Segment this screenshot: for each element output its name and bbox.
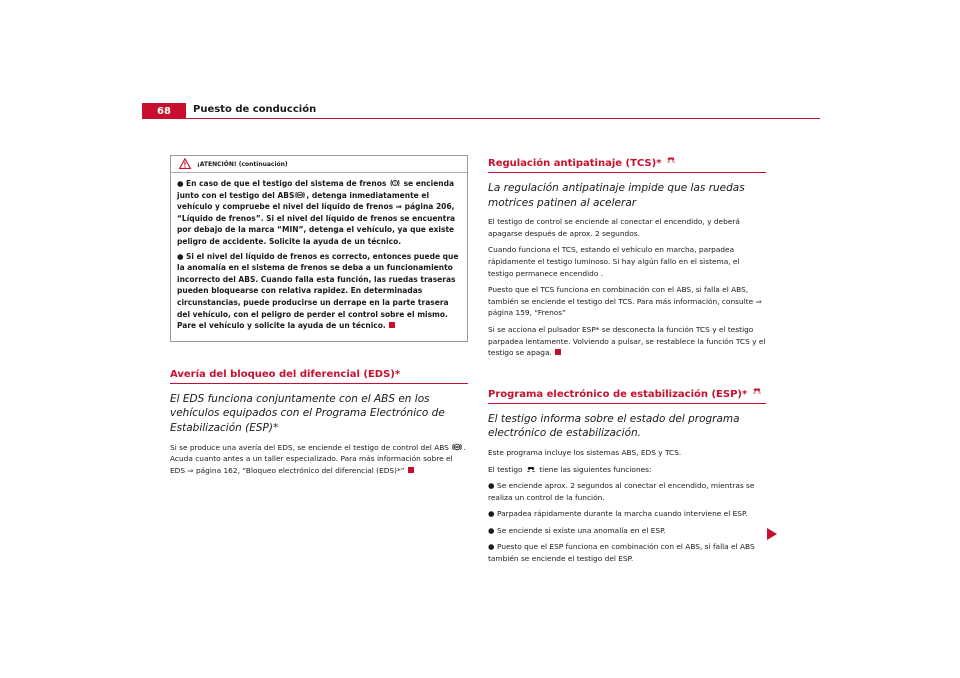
bullet: ● (177, 179, 184, 188)
tcs-paragraph: El testigo de control se enciende al conectar el encendido, y deberá apagarse después de aprox. 2 segundos. (488, 217, 740, 238)
bullet: ● (488, 525, 495, 535)
warning-box (170, 155, 468, 342)
esp-intro: Este programa incluye los sistemas ABS, EDS y TCS. (488, 447, 682, 457)
brake-warning-light-icon (390, 179, 400, 187)
tcs-lead: La regulación antipatinaje impide que las ruedas motrices patinen al acelerar (488, 182, 745, 209)
next-page-arrow-icon[interactable] (767, 528, 777, 540)
esp-bullet: ● Se enciende aprox. 2 segundos al conectar el encendido, mientras se realiza un control de la función. (488, 481, 755, 502)
end-of-section-icon (389, 322, 395, 328)
end-of-section-icon (408, 467, 414, 473)
esp-bullet: ● Parpadea rápidamente durante la marcha cuando interviene el ESP. (488, 509, 748, 519)
warning-item: ● En caso de que el testigo del sistema de frenos se encienda junto con el testigo del ABS , detenga inmediatamente el vehículo y compruebe el nivel del líquido de frenos ⇒ página 206, “Líquido de frenos”. Si el nivel del líquido de frenos se encuentra por debajo de la marca “MIN”, detenga el vehículo, ya que existe peligro de accidente. Solicite la ayuda de un técnico. (177, 179, 456, 246)
page-number: 68 (142, 103, 186, 119)
esp-lead: El testigo informa sobre el estado del programa electrónico de estabilización. (488, 412, 740, 440)
tcs-paragraph: Si se acciona el pulsador ESP* se desconecta la función TCS y el testigo parpadea lentamente. Volviendo a pulsar, se restablece la función TCS y el testigo se apaga. (488, 324, 766, 358)
traction-control-light-icon (666, 153, 676, 164)
section-title: Puesto de conducción (193, 104, 317, 115)
esp-heading: Programa electrónico de estabilización (ESP)* (488, 384, 766, 404)
tcs-paragraph: Puesto que el TCS funciona en combinación con el ABS, si falla el ABS, también se enciende el testigo del TCS. Para más información, consulte ⇒ página 159, “Frenos” (488, 285, 762, 318)
abs-warning-light-icon (295, 191, 305, 199)
end-of-section-icon (555, 349, 561, 355)
warning-header (171, 156, 467, 173)
tcs-heading: Regulación antipatinaje (TCS)* (488, 153, 766, 173)
bullet: ● (488, 481, 495, 491)
esp-bullet: ● Se enciende si existe una anomalía en el ESP. (488, 525, 666, 535)
esp-bullet: ● Puesto que el ESP funciona en combinación con el ABS, si falla el ABS también se enciende el testigo del ESP. (488, 542, 755, 564)
traction-control-light-icon (526, 464, 536, 473)
warning-triangle-icon (179, 158, 191, 169)
warning-item: ● Si el nivel del líquido de frenos es correcto, entonces puede que la anomalía en el sistema de frenos se deba a un funcionamiento incorrecto del ABS. Cuando falla esta función, las ruedas traseras pueden bloquearse con relativa rapidez. En determinadas circunstancias, puede producirse un derrape en la parte trasera del vehículo, con el peligro de perder el control sobre el mismo. Pare el vehículo y solicite la ayuda de un técnico. (177, 251, 459, 331)
bullet: ● (488, 509, 495, 519)
right-column (488, 153, 766, 570)
tcs-paragraph: Cuando funciona el TCS, estando el vehículo en marcha, parpadea rápidamente el testigo luminoso. Si hay algún fallo en el sistema, el testigo permanece encendido . (488, 245, 740, 278)
bullet: ● (177, 251, 184, 261)
warning-title: ¡ATENCIÓN! (continuación) (197, 160, 288, 168)
left-column (170, 155, 468, 481)
esp-functions: El testigo tiene las siguientes funciones: (488, 464, 652, 474)
abs-warning-light-icon (452, 443, 462, 451)
header-rule (186, 118, 820, 119)
eds-heading: Avería del bloqueo del diferencial (EDS)* (170, 368, 468, 384)
eds-lead: El EDS funciona conjuntamente con el ABS en los vehículos equipados con el Programa Electrónico de Estabilización (ESP)* (170, 392, 445, 434)
traction-control-light-icon (752, 384, 762, 395)
eds-body: Si se produce una avería del EDS, se enciende el testigo de control del ABS . Acuda cuanto antes a un taller especializado. Para más información sobre el EDS ⇒ página 162, “Bloqueo electrónico del diferencial (EDS)*” (170, 442, 466, 475)
bullet: ● (488, 542, 495, 552)
